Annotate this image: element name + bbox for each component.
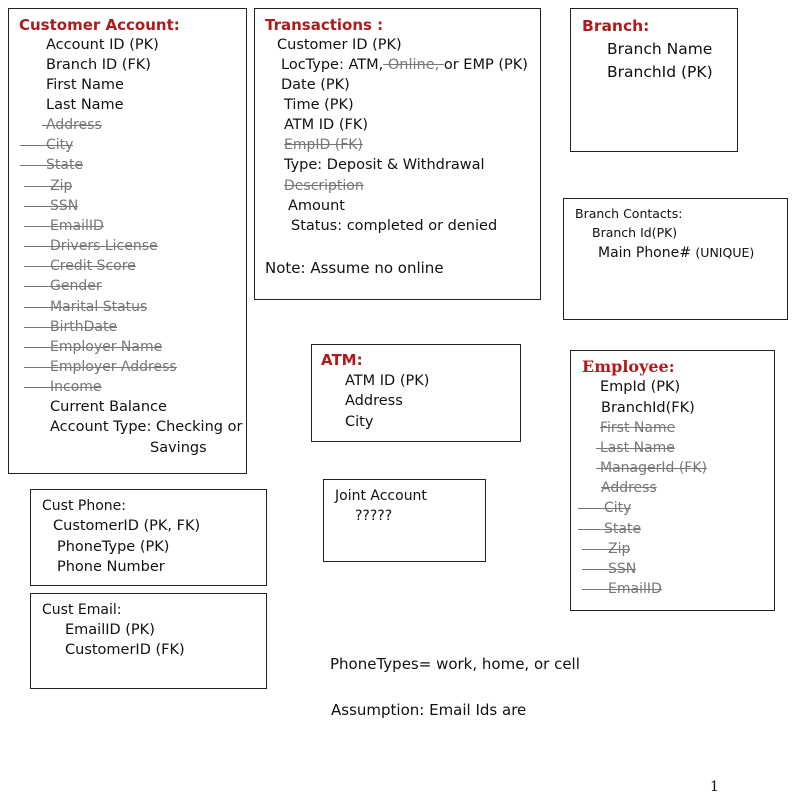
customer-account-removed-field: Gender: [50, 278, 102, 294]
loctype-suffix: or EMP (PK): [443, 57, 528, 73]
cust-email-title: Cust Email:: [42, 602, 122, 618]
phone-types-note: PhoneTypes= work, home, or cell: [330, 655, 580, 673]
customer-account-field: Last Name: [46, 97, 124, 113]
customer-account-removed-field: EmailID: [50, 218, 104, 234]
customer-account-field: Current Balance: [50, 399, 167, 415]
customer-account-removed-field: City: [46, 137, 74, 153]
customer-account-removed-field: Employer Name: [50, 339, 163, 355]
main-phone-label: Main Phone#: [598, 245, 691, 261]
employee-removed-field: State: [604, 521, 642, 537]
employee-title: Employee:: [582, 357, 675, 376]
employee-removed-field: EmailID: [608, 581, 662, 597]
assumption-note: Assumption: Email Ids are: [331, 701, 527, 719]
branch-field: Branch Name: [607, 40, 713, 58]
transactions-field: ATM ID (FK): [284, 117, 368, 133]
employee-field: EmpId (PK): [600, 379, 681, 395]
cust-phone-field: CustomerID (PK, FK): [53, 518, 201, 534]
customer-account-field: Savings: [150, 440, 207, 456]
unique-label: (UNIQUE): [695, 245, 755, 260]
customer-account-removed-field: Income: [50, 379, 102, 395]
atm-field: Address: [345, 393, 403, 409]
branch-contacts-title: Branch Contacts:: [575, 206, 683, 221]
page-number: 1: [710, 779, 719, 795]
customer-account-removed-field: SSN: [50, 198, 79, 214]
transactions-field: Status: completed or denied: [291, 218, 498, 234]
transactions-field: Date (PK): [281, 77, 350, 93]
employee-removed-field: Last Name: [600, 440, 675, 456]
transactions-removed-field: EmpID (FK): [284, 137, 363, 153]
transactions-field: Time (PK): [284, 97, 354, 113]
branch-contacts-field: [598, 243, 754, 263]
customer-account-field: First Name: [46, 77, 124, 93]
cust-phone-field: Phone Number: [57, 559, 165, 575]
customer-account-removed-field: State: [46, 157, 84, 173]
customer-account-removed-field: Employer Address: [50, 359, 177, 375]
customer-account-removed-field: BirthDate: [50, 319, 118, 335]
transactions-field: Type: Deposit & Withdrawal: [284, 157, 485, 173]
customer-account-field: Account Type: Checking or: [50, 419, 243, 435]
joint-account-title: Joint Account: [335, 488, 427, 504]
transactions-field-loctype: [281, 55, 528, 75]
customer-account-field: Account ID (PK): [46, 37, 159, 53]
branch-contacts-field: Branch Id(PK): [592, 225, 678, 240]
transactions-field: Customer ID (PK): [277, 37, 402, 53]
cust-phone-title: Cust Phone:: [42, 498, 126, 514]
branch-title: Branch:: [582, 17, 650, 35]
employee-removed-field: Zip: [608, 541, 631, 557]
employee-removed-field: Address: [601, 480, 657, 496]
transactions-title: Transactions :: [265, 16, 384, 34]
atm-field: ATM ID (PK): [345, 373, 430, 389]
customer-account-removed-field: Address: [46, 117, 102, 133]
cust-email-field: EmailID (PK): [65, 622, 155, 638]
atm-title: ATM:: [321, 351, 363, 369]
customer-account-removed-field: Drivers License: [50, 238, 158, 254]
cust-phone-field: PhoneType (PK): [57, 539, 170, 555]
transactions-field: Amount: [288, 198, 345, 214]
loctype-struck: Online,: [383, 57, 444, 73]
customer-account-removed-field: Credit Score: [50, 258, 136, 274]
loctype-prefix: LocType: ATM,: [281, 57, 384, 73]
customer-account-removed-field: Marital Status: [50, 299, 148, 315]
transactions-removed-field: Description: [284, 178, 364, 194]
employee-field: BranchId(FK): [601, 400, 695, 416]
customer-account-removed-field: Zip: [50, 178, 73, 194]
customer-account-field: Branch ID (FK): [46, 57, 151, 73]
employee-removed-field: SSN: [608, 561, 637, 577]
customer-account-title: Customer Account:: [19, 16, 180, 34]
employee-removed-field: City: [604, 500, 632, 516]
transactions-note: Note: Assume no online: [265, 259, 444, 277]
branch-field: BranchId (PK): [607, 63, 713, 81]
atm-field: City: [345, 414, 374, 430]
employee-removed-field: First Name: [600, 420, 676, 436]
joint-account-value: ?????: [355, 508, 393, 524]
employee-removed-field: ManagerId (FK): [600, 460, 707, 476]
cust-email-field: CustomerID (FK): [65, 642, 185, 658]
